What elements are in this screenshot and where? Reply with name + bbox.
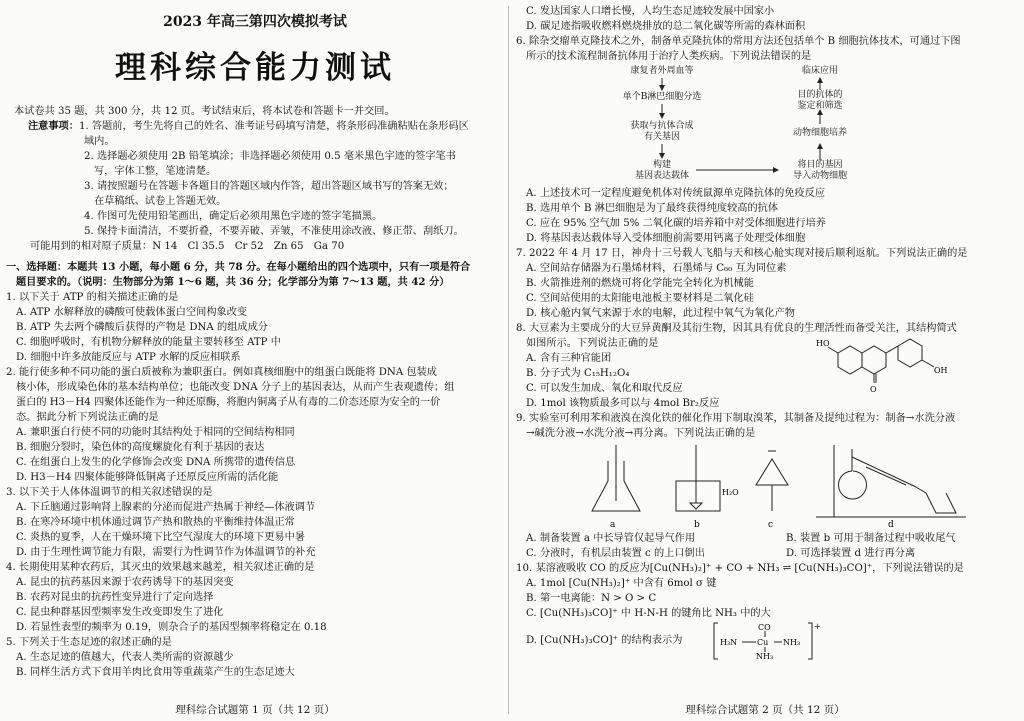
option: C. 分液时，有机层由装置 c 的上口倒出	[526, 548, 705, 559]
option: A. 空间站存储器为石墨烯材料，石墨烯与 C₆₀ 互为同位素	[526, 263, 787, 274]
notice-line: 2. 选择题必须使用 2B 铅笔填涂；非选择题必须使用 0.5 毫米黑色字迹的签字笔书	[84, 151, 456, 162]
option: B. 分子式为 C₁₅H₁₂O₄	[526, 368, 630, 379]
flow-node-line: 获取与抗体合成	[630, 121, 694, 131]
struct-right: NH₃	[783, 638, 801, 647]
option: D. 碳足迹指吸收燃料燃烧排放的总二氧化碳等所需的森林面积	[526, 21, 806, 32]
option: B. 细胞分裂时，染色体的高度螺旋化有利于基因的表达	[16, 442, 265, 453]
o-label: O	[870, 385, 877, 394]
main-title: 理科综合能力测试	[115, 50, 395, 86]
notice-line: 4. 作图可先使用铅笔画出，确定后必须用黑色字迹的签字笔描黑。	[84, 211, 383, 222]
struct-left: H₃N	[720, 638, 738, 647]
option: A. 兼职蛋白行使不同的功能时其结构处于相同的空间结构相同	[16, 427, 295, 438]
h2o-label: H₂O	[722, 488, 739, 497]
notice-line: 域内。	[84, 136, 115, 147]
apparatus-label: c	[768, 520, 774, 530]
flow-node: 康复者外周血等	[630, 66, 694, 76]
struct-charge: +	[814, 622, 821, 631]
flow-arrows	[516, 66, 1014, 184]
antibody-flow-diagram	[516, 66, 1014, 184]
apparatus-label: b	[694, 520, 700, 530]
option: D. 可选择装置 d 进行再分离	[786, 548, 916, 559]
option: C. 发达国家人口增长慢，人均生态足迹较发展中国家小	[526, 6, 775, 17]
page-footer: 理科综合试题第 2 页（共 12 页）	[685, 704, 845, 716]
notice-line: 在草稿纸、试卷上答题无效。	[94, 196, 227, 207]
question-stem: 3. 以下关于人体体温调节的相关叙述错误的是	[6, 487, 213, 498]
option: A. 上述技术可一定程度避免机体对传统鼠源单克隆抗体的免疫反应	[526, 188, 826, 199]
option: B. 农药对昆虫的抗药性变异进行了定向选择	[16, 592, 214, 603]
option: B. 第一电离能：N > O > C	[526, 593, 657, 604]
q10-d-row	[516, 621, 1014, 661]
option: D. 1mol 该物质最多可以与 4mol Br₂反应	[526, 398, 720, 409]
question-stem: 如图所示。下列说法正确的是	[526, 338, 659, 349]
flow-node	[616, 121, 708, 143]
question-stem: 核小体，形成染色体的基本结构单位；也能改变 DNA 分子上的基因表达，从而产生表观遗传；组	[16, 382, 455, 393]
question-stem: 6. 除杂交瘤单克隆技术之外，制备单克隆抗体的常用方法还包括单个 B 细胞抗体技术，可通过下图	[516, 36, 961, 47]
question-stem: 8. 大豆素为主要成分的大豆异黄酮及其衍生物，因其具有优良的生理活性而备受关注，其结构简式	[516, 323, 957, 334]
option: C. 炎热的夏季，人在干燥环境下比空气湿度大的环境下更易中暑	[16, 532, 305, 543]
oh-label: OH	[934, 366, 948, 375]
option: C. 在组蛋白上发生的化学修饰会改变 DNA 所携带的遗传信息	[16, 457, 296, 468]
flow-node-line: 有关基因	[643, 132, 680, 142]
flow-node: 单个B淋巴细胞分选	[622, 92, 702, 102]
flow-node-line: 基因表达载体	[634, 171, 689, 181]
option: D. H3－H4 四聚体能够降低铜离子还原反应所需的活化能	[16, 472, 279, 483]
question-stem: 7. 2022 年 4 月 17 日，神舟十三号载人飞船与天和核心舱实现对接后顺利返航。下列说法正确的是	[516, 248, 968, 259]
option: A. 下丘脑通过影响肾上腺素的分泌而促进产热属于神经—体液调节	[16, 502, 316, 513]
flow-node: 动物细胞培养	[792, 128, 847, 138]
notices	[6, 119, 504, 134]
option: B. 火箭推进剂的燃烧可将化学能完全转化为机械能	[526, 278, 754, 289]
option: B. ATP 失去两个磷酸后获得的产物是 DNA 的组成成分	[16, 322, 268, 333]
column-divider	[508, 6, 509, 714]
option: C. [Cu(NH₃)₃CO]⁺ 中 H-N-H 的键角比 NH₃ 中的大	[526, 608, 771, 619]
apparatus-label: d	[888, 520, 894, 530]
question-stem: →碱洗分液→水洗分液→再分离。下列说法正确的是	[526, 428, 756, 439]
ho-label: HO	[816, 339, 830, 348]
option: A. 含有三种官能团	[526, 353, 612, 364]
struct-center: Cu	[757, 638, 769, 647]
option: A. 生态足迹的值越大，代表人类所需的资源越少	[16, 652, 234, 663]
option: A. 昆虫的抗药基因来源于农药诱导下的基因突变	[16, 577, 234, 588]
flow-node-line: 鉴定和筛选	[797, 101, 843, 111]
option: D. 将基因表达载体导入受体细胞前需要用钙离子处理受体细胞	[526, 233, 806, 244]
question-stem: 1. 以下关于 ATP 的相关描述正确的是	[6, 292, 179, 303]
flow-node: 临床应用	[801, 66, 838, 76]
flow-node-line: 将目的基因	[797, 160, 843, 170]
flow-node-line: 导入动物细胞	[792, 171, 847, 181]
option: C. 可以发生加成、氧化和取代反应	[526, 383, 683, 394]
notice-line: 5. 保持卡面清洁，不要折叠，不要弄破、弄皱，不准使用涂改液、修正带、刮纸刀。	[84, 226, 464, 237]
section-heading: 题目要求的。（说明：生物部分为第 1～6 题，共 36 分；化学部分为第 7～13 题，共 42 分）	[16, 276, 450, 288]
option: D. 核心舱内氧气来源于水的电解，此过程中氧气为氧化产物	[526, 308, 795, 319]
lab-apparatus	[516, 441, 1014, 531]
page-1	[6, 0, 504, 721]
option: B. 装置 b 可用于制备过程中吸收尾气	[786, 533, 956, 544]
option: A. 1mol [Cu(NH₃)₂]⁺ 中含有 6mol σ 键	[526, 578, 717, 589]
option: B. 在寒冷环境中机体通过调节产热和散热的平衡维持体温正常	[16, 517, 295, 528]
notice-label: 注意事项：	[28, 120, 79, 132]
question-stem: 10. 某溶液吸收 CO 的反应为[Cu(NH₃)₂]⁺ + CO + NH₃ ⇌ [Cu(NH₃)₃CO]⁺，下列说法错误的是	[516, 563, 964, 574]
option: A. ATP 水解释放的磷酸可使载体蛋白空间构象改变	[16, 307, 248, 318]
section-heading: 一、选择题：本题共 13 小题，每小题 6 分，共 78 分。在每小题给出的四个选项中，只有一项是符合	[6, 261, 471, 273]
flow-node	[778, 160, 862, 182]
option: D. [Cu(NH₃)₃CO]⁺ 的结构表示为	[526, 635, 683, 646]
option: D. 由于生理性调节能力有限，需要行为性调节作为体温调节的补充	[16, 547, 316, 558]
question-stem: 态。据此分析下列说法正确的是	[16, 412, 159, 423]
flow-node	[616, 160, 708, 182]
notice-line: 3. 请按照题号在答题卡各题目的答题区域内作答，超出答题区域书写的答案无效；	[84, 181, 454, 192]
option: C. 应在 95% 空气加 5% 二氧化碳的培养箱中对受体细胞进行培养	[526, 218, 826, 229]
flow-node-line: 目的抗体的	[797, 90, 843, 100]
notice-line: 写，字体工整，笔迹清楚。	[94, 166, 217, 177]
question-stem: 9. 实验室可利用苯和液溴在溴化铁的催化作用下制取溴苯，其制备及提纯过程为：制备→水洗分液	[516, 413, 956, 424]
option: C. 空间站使用的太阳能电池板主要材料是二氧化硅	[526, 293, 754, 304]
option: B. 同样生活方式下食用羊肉比食用等重蔬菜产生的生态足迹大	[16, 667, 295, 678]
q8-options	[516, 351, 719, 411]
flow-node	[778, 90, 862, 112]
daidzein-structure	[816, 331, 996, 395]
notice-line: 1. 答题前，考生先将自己的姓名、准考证号码填写清楚，将条形码准确粘贴在条形码区	[78, 121, 469, 132]
question-stem: 所示的技术流程制备抗体用于治疗人类疾病。下列说法错误的是	[526, 51, 812, 62]
option: D. 细胞中许多放能反应与 ATP 水解的反应相联系	[16, 352, 241, 363]
question-stem: 2. 能行使多种不同功能的蛋白质被称为兼职蛋白。例如真核细胞中的组蛋白既能将 DNA 包装成	[6, 367, 437, 378]
option: C. 昆虫种群基因型频率发生改变即发生了进化	[16, 607, 224, 618]
option: B. 选用单个 B 淋巴细胞是为了最终获得纯度较高的抗体	[526, 203, 779, 214]
question-stem: 蛋白的 H3－H4 四聚体还能作为一种还原酶，将胞内铜离子从有毒的二价态还原为安全的一价	[16, 397, 441, 408]
option: C. 细胞呼吸时，有机物分解释放的能量主要转移至 ATP 中	[16, 337, 281, 348]
apparatus-label: a	[610, 520, 616, 530]
question-stem: 5. 下列关于生态足迹的叙述正确的是	[6, 637, 172, 648]
struct-top: CO	[758, 623, 771, 632]
option: A. 制备装置 a 中长导管仅起导气作用	[526, 533, 696, 544]
struct-bottom: NH₃	[756, 652, 774, 661]
exam-title: 2023 年高三第四次模拟考试	[163, 14, 347, 30]
q9-options	[516, 531, 1014, 561]
option: D. 若显性表型的频率为 0.19，则杂合子的基因型频率将稳定在 0.18	[16, 622, 327, 633]
cu-complex-structure	[712, 621, 822, 661]
apparatus-drawing	[516, 441, 1014, 531]
flow-node-line: 构建	[652, 160, 671, 170]
page-footer: 理科综合试题第 1 页（共 12 页）	[175, 704, 335, 716]
page-2	[516, 0, 1014, 721]
question-stem: 4. 长期使用某种农药后，其灭虫的效果越来越差，相关叙述正确的是	[6, 562, 315, 573]
atomic-mass: 可能用到的相对原子质量：N 14 Cl 35.5 Cr 52 Zn 65 Ga 70	[30, 241, 345, 252]
intro-text: 本试卷共 35 题，共 300 分，共 12 页。考试结束后，将本试卷和答题卡一并交回。	[14, 106, 395, 117]
